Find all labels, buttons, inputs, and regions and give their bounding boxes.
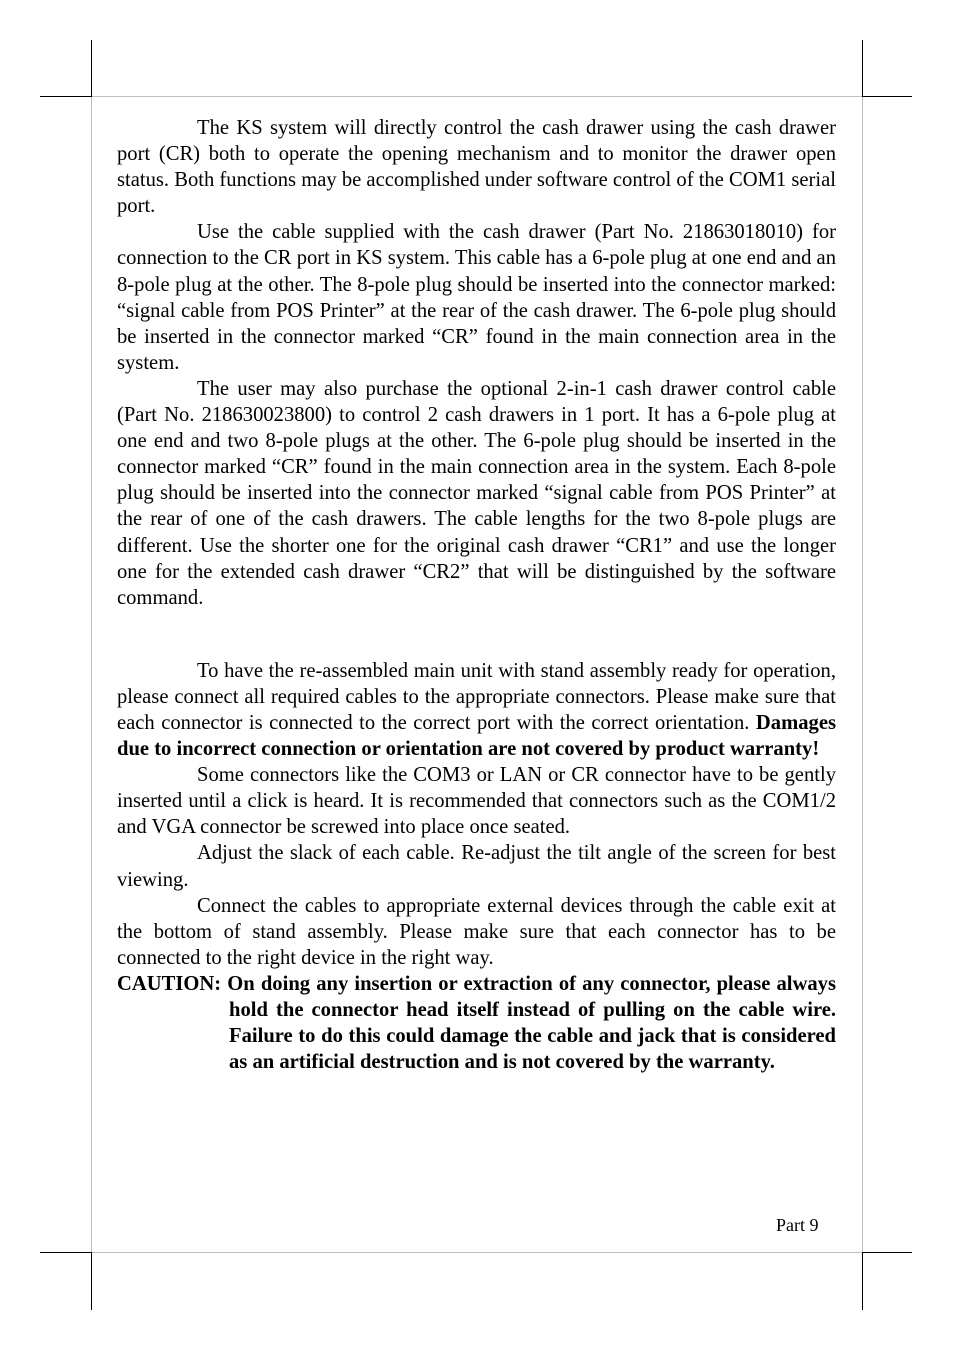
page-frame-bottom xyxy=(92,1252,862,1253)
paragraph-optional-cable: The user may also purchase the optional 2-in-1 cash drawer control cable (Part No. 218630023800) to control 2 cash drawers in 1 port. It has a 6-pole plug at one end and two 8-pole plugs at the other. The 6-pole plug should be inserted in the connector marked “CR” found in the main connection area in the system. Each 8-pole plug should be inserted into the connector marked “signal cable from POS Printer” at the rear of one of the cash drawers. The cable lengths for the two 8-pole plugs are different. Use the shorter one for the original cash drawer “CR1” and use the longer one for the extended cash drawer “CR2” that will be distinguished by the software command. xyxy=(117,377,836,609)
paragraph-external-devices: Connect the cables to appropriate external devices through the cable exit at the bottom of stand assembly. Please make sure that each connector has to be connected to the right device in the right way. xyxy=(117,894,836,969)
paragraph-cable-supplied: Use the cable supplied with the cash drawer (Part No. 21863018010) for connection to the CR port in KS system. This cable has a 6-pole plug at one end and an 8-pole plug at the other. The 8-pole plug should be inserted into the connector marked: “signal cable from POS Printer” at the rear of the cash drawer. The 6-pole plug should be inserted in the connector marked “CR” found in the main connection area in the system. xyxy=(117,221,836,374)
trim-mark-bottom-right-horizontal xyxy=(862,1252,912,1253)
paragraph-connect-cables xyxy=(117,658,836,762)
section-gap xyxy=(117,611,836,658)
trim-mark-bottom-left-horizontal xyxy=(40,1252,92,1253)
trim-mark-top-left-vertical xyxy=(91,40,92,97)
warranty-warning-text: Damages due to incorrect connection or orientation are not covered by product warranty! xyxy=(117,711,836,761)
document-body xyxy=(117,115,836,1075)
caution-note: CAUTION: On doing any insertion or extraction of any connector, please always hold the connector head itself instead of pulling on the cable wire. Failure to do this could damage the cable and jack that is considered as an artificial destruction and is not covered by the warranty. xyxy=(117,972,836,1074)
page-frame-top xyxy=(92,96,862,97)
trim-mark-bottom-right-vertical xyxy=(862,1252,863,1310)
connect-intro-text: To have the re-assembled main unit with stand assembly ready for operation, please connect all required cables to the appropriate connectors. Please make sure that each connector is connected to the correct port with the correct orientation. xyxy=(117,659,836,734)
page-frame-left xyxy=(91,97,92,1252)
paragraph-adjust-slack: Adjust the slack of each cable. Re-adjust the tilt angle of the screen for best viewing. xyxy=(117,842,836,891)
page-frame-right xyxy=(862,97,863,1252)
trim-mark-bottom-left-vertical xyxy=(91,1252,92,1310)
trim-mark-top-right-horizontal xyxy=(862,96,912,97)
trim-mark-top-right-vertical xyxy=(862,40,863,97)
paragraph-connector-insertion: Some connectors like the COM3 or LAN or CR connector have to be gently inserted until a click is heard. It is recommended that connectors such as the COM1/2 and VGA connector be screwed into place once seated. xyxy=(117,764,836,839)
paragraph-cash-drawer-control: The KS system will directly control the cash drawer using the cash drawer port (CR) both to operate the opening mechanism and to monitor the drawer open status. Both functions may be accomplished under software control of the COM1 serial port. xyxy=(117,117,836,218)
trim-mark-top-left-horizontal xyxy=(40,96,92,97)
page-footer-label: Part 9 xyxy=(776,1215,819,1235)
